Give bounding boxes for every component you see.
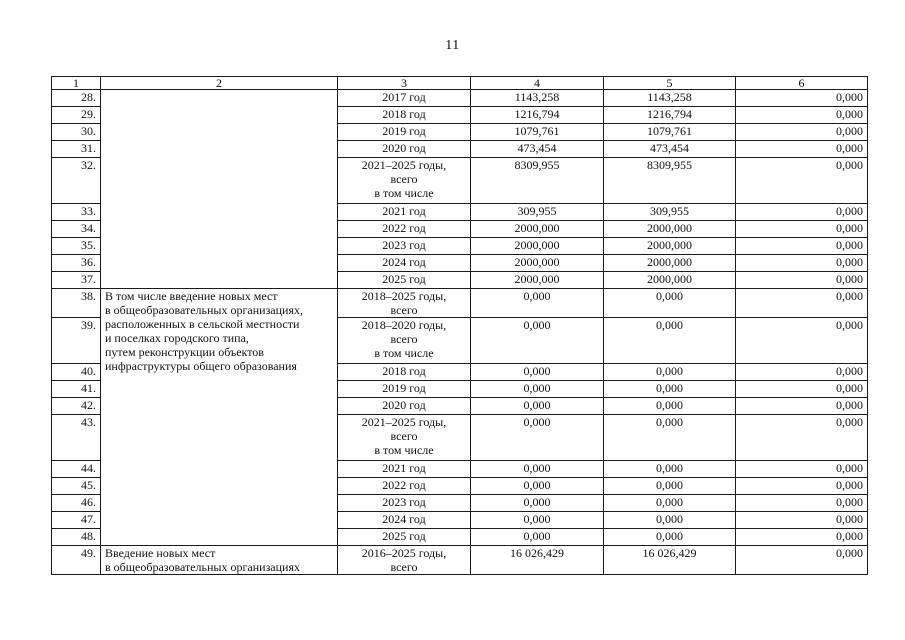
row-number: 28.	[52, 90, 101, 107]
description-cell: Введение новых мест в общеобразовательных организациях	[101, 546, 338, 575]
row-number: 35.	[52, 238, 101, 255]
header-row	[52, 77, 868, 90]
table-row	[52, 289, 868, 318]
period-cell: 2019 год	[338, 124, 471, 141]
row-number: 42.	[52, 398, 101, 415]
value-col6: 0,000	[736, 158, 868, 204]
row-number: 46.	[52, 495, 101, 512]
period-cell: 2019 год	[338, 381, 471, 398]
value-col4: 0,000	[471, 461, 604, 478]
value-col6: 0,000	[736, 495, 868, 512]
row-number: 36.	[52, 255, 101, 272]
period-cell: 2022 год	[338, 478, 471, 495]
value-col5: 473,454	[604, 141, 736, 158]
value-col4: 2000,000	[471, 238, 604, 255]
value-col4: 2000,000	[471, 255, 604, 272]
value-col4: 0,000	[471, 512, 604, 529]
period-cell: 2024 год	[338, 512, 471, 529]
period-cell: 2018–2020 годы, всего в том числе	[338, 318, 471, 364]
period-cell: 2017 год	[338, 90, 471, 107]
row-number: 43.	[52, 415, 101, 461]
table-row	[52, 90, 868, 107]
row-number: 44.	[52, 461, 101, 478]
period-cell: 2018–2025 годы, всего	[338, 289, 471, 318]
header-cell: 1	[52, 77, 101, 90]
value-col6: 0,000	[736, 381, 868, 398]
value-col6: 0,000	[736, 364, 868, 381]
value-col4: 0,000	[471, 529, 604, 546]
period-cell: 2023 год	[338, 495, 471, 512]
period-cell: 2016–2025 годы, всего	[338, 546, 471, 575]
value-col6: 0,000	[736, 107, 868, 124]
value-col4: 8309,955	[471, 158, 604, 204]
value-col4: 309,955	[471, 204, 604, 221]
value-col5: 1079,761	[604, 124, 736, 141]
description-cell: В том числе введение новых мест в общеобразовательных организациях, расположенных в сельской местности и поселках городского типа, путем реконструкции объектов инфраструктуры общего образования	[101, 289, 338, 546]
value-col4: 0,000	[471, 398, 604, 415]
row-number: 49.	[52, 546, 101, 575]
value-col6: 0,000	[736, 529, 868, 546]
value-col4: 0,000	[471, 415, 604, 461]
row-number: 38.	[52, 289, 101, 318]
row-number: 33.	[52, 204, 101, 221]
value-col5: 16 026,429	[604, 546, 736, 575]
value-col5: 0,000	[604, 364, 736, 381]
period-cell: 2021 год	[338, 204, 471, 221]
value-col4: 1079,761	[471, 124, 604, 141]
value-col5: 0,000	[604, 461, 736, 478]
header-cell: 6	[736, 77, 868, 90]
table-row	[52, 546, 868, 575]
row-number: 48.	[52, 529, 101, 546]
value-col5: 0,000	[604, 415, 736, 461]
period-cell: 2024 год	[338, 255, 471, 272]
period-cell: 2025 год	[338, 529, 471, 546]
period-cell: 2020 год	[338, 398, 471, 415]
period-cell: 2018 год	[338, 107, 471, 124]
period-cell: 2021 год	[338, 461, 471, 478]
value-col6: 0,000	[736, 238, 868, 255]
row-number: 45.	[52, 478, 101, 495]
value-col5: 1143,258	[604, 90, 736, 107]
value-col6: 0,000	[736, 461, 868, 478]
value-col5: 1216,794	[604, 107, 736, 124]
value-col6: 0,000	[736, 204, 868, 221]
value-col6: 0,000	[736, 272, 868, 289]
value-col5: 309,955	[604, 204, 736, 221]
row-number: 41.	[52, 381, 101, 398]
value-col6: 0,000	[736, 221, 868, 238]
row-number: 40.	[52, 364, 101, 381]
page-number: 11	[445, 38, 460, 53]
value-col4: 0,000	[471, 381, 604, 398]
header-cell: 3	[338, 77, 471, 90]
value-col6: 0,000	[736, 289, 868, 318]
header-cell: 2	[101, 77, 338, 90]
value-col4: 2000,000	[471, 221, 604, 238]
value-col4: 0,000	[471, 495, 604, 512]
value-col5: 2000,000	[604, 255, 736, 272]
data-table	[51, 76, 868, 575]
value-col4: 0,000	[471, 318, 604, 364]
header-cell: 5	[604, 77, 736, 90]
value-col5: 8309,955	[604, 158, 736, 204]
row-number: 29.	[52, 107, 101, 124]
value-col5: 2000,000	[604, 272, 736, 289]
row-number: 31.	[52, 141, 101, 158]
value-col5: 0,000	[604, 529, 736, 546]
description-cell	[101, 90, 338, 289]
value-col5: 0,000	[604, 398, 736, 415]
value-col5: 0,000	[604, 478, 736, 495]
value-col6: 0,000	[736, 546, 868, 575]
period-cell: 2025 год	[338, 272, 471, 289]
value-col5: 2000,000	[604, 238, 736, 255]
value-col6: 0,000	[736, 478, 868, 495]
value-col4: 16 026,429	[471, 546, 604, 575]
value-col5: 0,000	[604, 318, 736, 364]
value-col6: 0,000	[736, 90, 868, 107]
value-col6: 0,000	[736, 255, 868, 272]
value-col4: 2000,000	[471, 272, 604, 289]
value-col6: 0,000	[736, 512, 868, 529]
value-col6: 0,000	[736, 318, 868, 364]
period-cell: 2018 год	[338, 364, 471, 381]
value-col4: 1143,258	[471, 90, 604, 107]
row-number: 37.	[52, 272, 101, 289]
value-col4: 1216,794	[471, 107, 604, 124]
row-number: 34.	[52, 221, 101, 238]
value-col4: 0,000	[471, 478, 604, 495]
value-col4: 473,454	[471, 141, 604, 158]
value-col6: 0,000	[736, 415, 868, 461]
value-col5: 0,000	[604, 512, 736, 529]
row-number: 30.	[52, 124, 101, 141]
period-cell: 2021–2025 годы, всего в том числе	[338, 158, 471, 204]
row-number: 39.	[52, 318, 101, 364]
header-cell: 4	[471, 77, 604, 90]
row-number: 32.	[52, 158, 101, 204]
value-col5: 2000,000	[604, 221, 736, 238]
period-cell: 2021–2025 годы, всего в том числе	[338, 415, 471, 461]
value-col6: 0,000	[736, 141, 868, 158]
value-col6: 0,000	[736, 124, 868, 141]
period-cell: 2023 год	[338, 238, 471, 255]
period-cell: 2020 год	[338, 141, 471, 158]
value-col4: 0,000	[471, 289, 604, 318]
row-number: 47.	[52, 512, 101, 529]
value-col4: 0,000	[471, 364, 604, 381]
value-col5: 0,000	[604, 289, 736, 318]
value-col5: 0,000	[604, 381, 736, 398]
value-col6: 0,000	[736, 398, 868, 415]
period-cell: 2022 год	[338, 221, 471, 238]
value-col5: 0,000	[604, 495, 736, 512]
